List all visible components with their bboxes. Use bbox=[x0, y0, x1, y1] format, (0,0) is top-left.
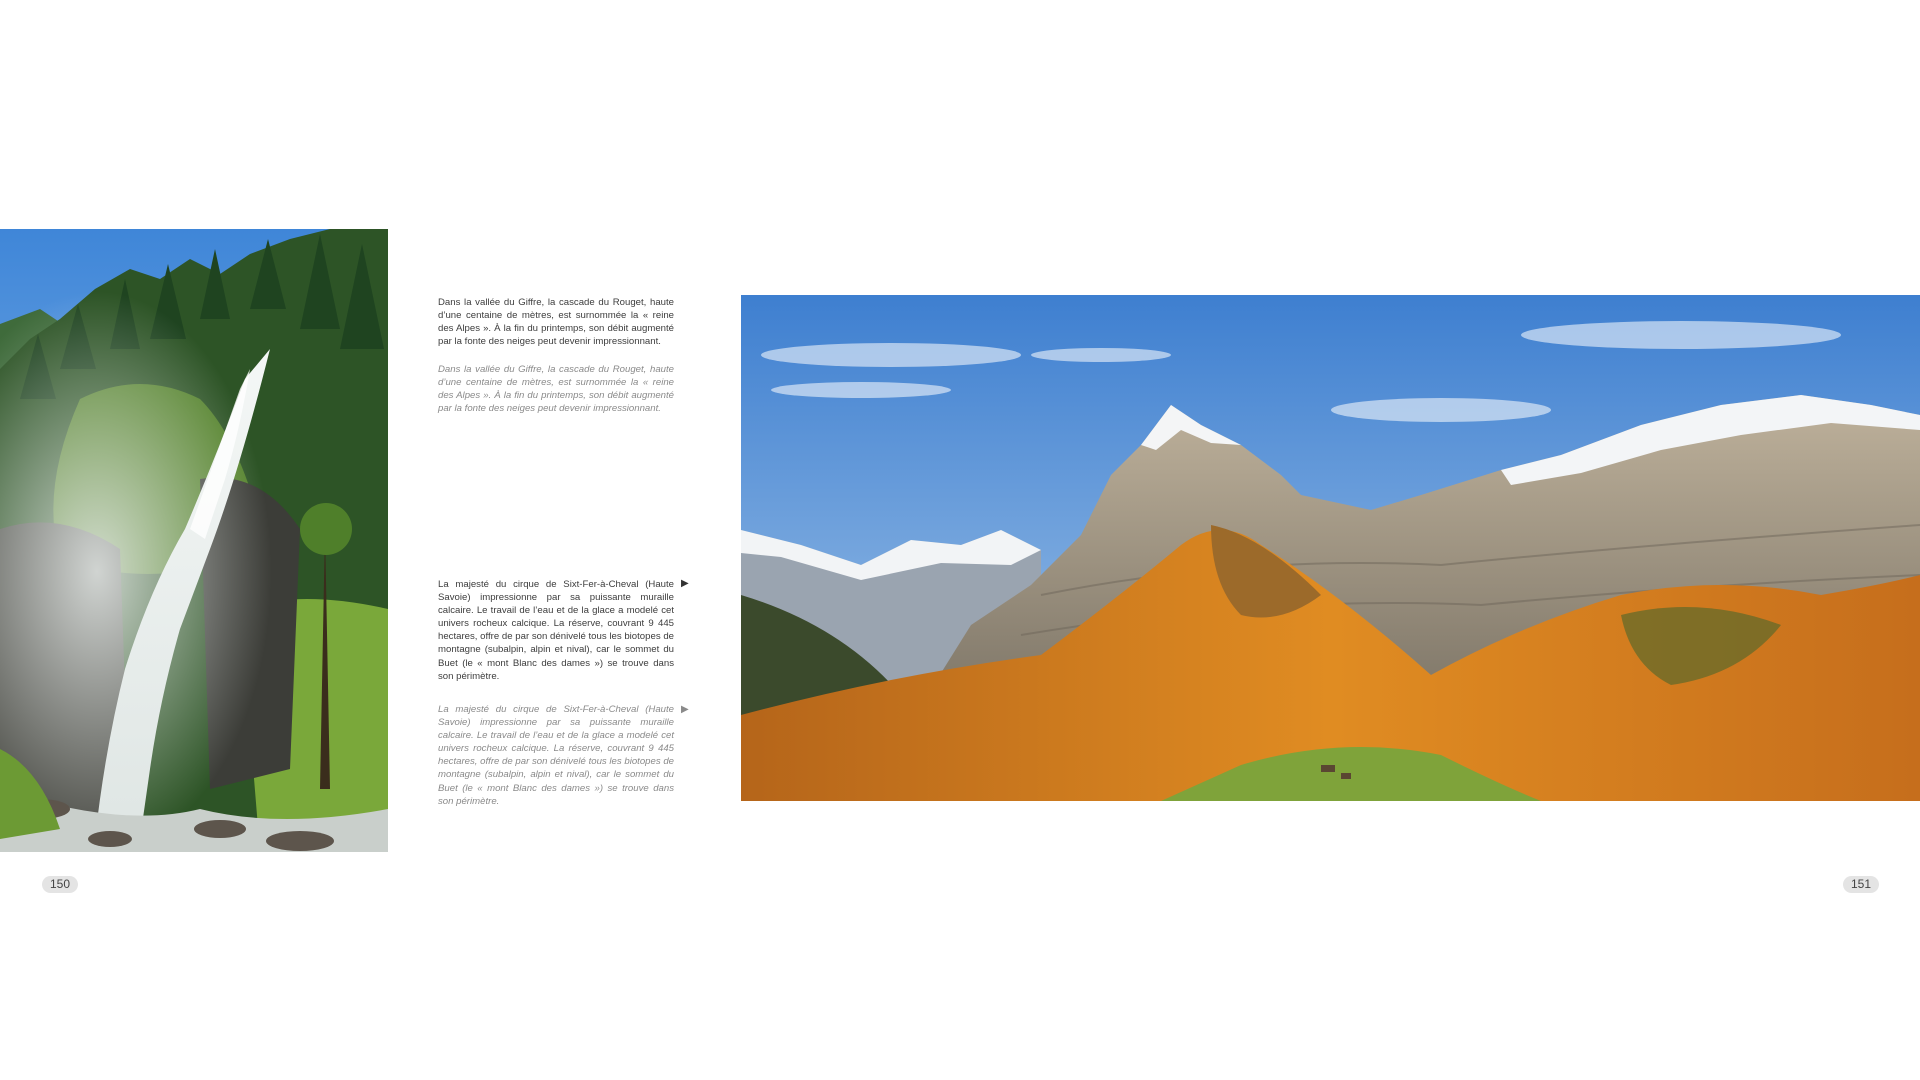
caption-cirque-primary: La majesté du cirque de Sixt-Fer-à-Cheval (Haute Savoie) impressionne par sa puissante muraille calcaire. Le travail de l’eau et de la glace a modelé cet univers rocheux calcique. La réserve, couvrant 9 445 hectares, offre de par son dénivelé tous les biotopes de montagne (subalpin, alpin et nival), car le sommet du Buet (le « mont Blanc des dames ») se trouve dans son périmètre. bbox=[438, 579, 674, 682]
waterfall-photo bbox=[0, 229, 388, 852]
caption-cirque-secondary: La majesté du cirque de Sixt-Fer-à-Cheval (Haute Savoie) impressionne par sa puissante muraille calcaire. Le travail de l’eau et de la glace a modelé cet univers rocheux calcique. La réserve, couvrant 9 445 hectares, offre de par son dénivelé tous les biotopes de montagne (subalpin, alpin et nival), car le sommet du Buet (le « mont Blanc des dames ») se trouve dans son périmètre. bbox=[438, 704, 674, 807]
mountain-panorama-photo bbox=[741, 295, 1920, 801]
arrow-right-icon: ▶ bbox=[681, 704, 689, 715]
caption-waterfall-secondary: Dans la vallée du Giffre, la cascade du Rouget, haute d’une centaine de mètres, est surnommée la « reine des Alpes ». À la fin du printemps, son débit augmenté par la fonte des neiges peut devenir impressionnant. bbox=[438, 364, 674, 415]
caption-waterfall-primary: Dans la vallée du Giffre, la cascade du Rouget, haute d’une centaine de mètres, est surnommée la « reine des Alpes ». À la fin du printemps, son débit augmenté par la fonte des neiges peut devenir impressionnant. bbox=[438, 297, 674, 348]
arrow-right-icon: ▶ bbox=[681, 578, 689, 589]
page-number-right: 151 bbox=[1843, 876, 1879, 893]
page-number-left: 150 bbox=[42, 876, 78, 893]
